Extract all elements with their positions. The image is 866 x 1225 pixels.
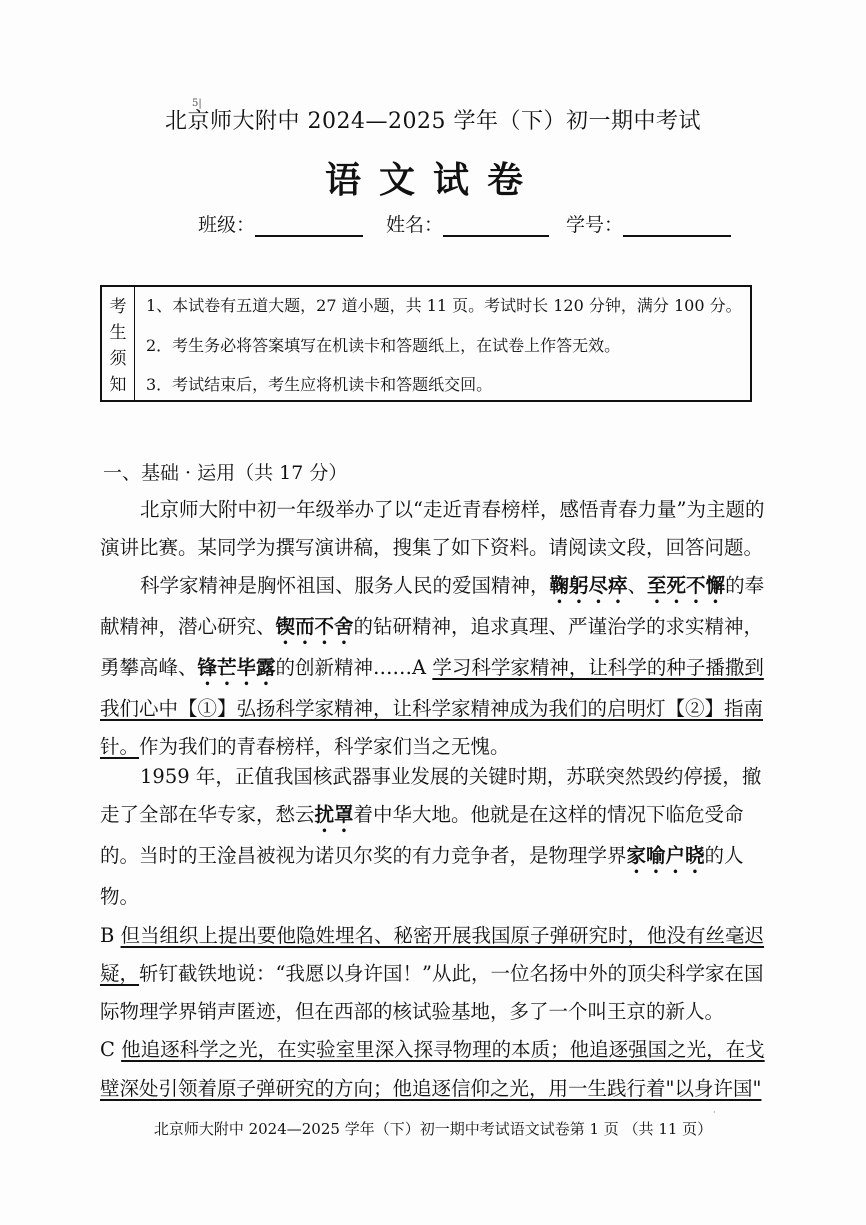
passage-paragraph-2 (100, 758, 768, 1108)
notice-item: 1、本试卷有五道大题，27 道小题，共 11 页。考试时长 120 分钟，满分 100 分。 (146, 296, 742, 315)
notice-label (102, 287, 135, 400)
student-id-field[interactable] (566, 210, 731, 237)
sentence-label-a: A (412, 656, 433, 679)
class-label: 班级： (198, 214, 256, 236)
passage-text: 斩钉截铁地说：“我愿以身许国！”从此，一位名扬中外的顶尖科学家在国际物理学界销声匿迹，但在西部的核试验基地，多了一个叫王京的新人。 (100, 961, 764, 1024)
dotted-word: 扰罩 (314, 803, 354, 827)
subject-title: 语文试卷 (324, 159, 541, 201)
page-footer: 北京师大附中 2024—2025 学年（下）初一期中考试语文试卷第 1 页 （共 11 页） (153, 1120, 713, 1138)
passage-text: 科学家精神是胸怀祖国、服务人民的爱国精神， (140, 574, 550, 597)
id-label: 学号： (566, 214, 624, 236)
class-blank[interactable] (255, 215, 363, 237)
passage-text: 1959 年，正值我国核武器事业发展的关键时期，苏联突然毁约停援，撤走了全部在华专家，愁云 (100, 765, 762, 827)
notice-item: 3．考试结束后，考生应将机读卡和答题纸交回。 (146, 375, 493, 394)
dotted-word: 家喻户晓 (626, 844, 705, 868)
passage-paragraph-1 (100, 567, 768, 767)
intro-paragraph (100, 491, 768, 568)
dotted-word: 至死不懈 (647, 574, 726, 597)
underlined-sentence-b: 但当组织上提出要他隐姓埋名、秘密开展我国原子弹研究时，他没有丝毫迟疑， (100, 923, 765, 985)
name-label: 姓名： (386, 214, 444, 236)
passage-text: 的钻研精神，追求真理、严谨治学的求实精神，勇攀高峰、 (100, 615, 764, 679)
exam-title: 北京师大附中 2024—2025 学年（下）初一期中考试 (165, 109, 701, 134)
underlined-sentence-a: 学习科学家精神，让科学的种子播撒到我们心中【①】弘扬科学家精神，让科学家精神成为我们的启明灯【②】指南针。 (100, 656, 764, 759)
scan-dot: · (713, 1108, 716, 1117)
examinee-notice-box (100, 285, 752, 402)
name-blank[interactable] (443, 215, 549, 237)
dotted-word: 锋芒毕露 (197, 656, 276, 679)
sentence-label-b: B (100, 923, 121, 947)
notice-item: 2．考生务必将答案填写在机读卡和答题纸上，在试卷上作答无效。 (146, 336, 621, 355)
notice-label-char: 知 (109, 375, 127, 396)
dotted-word: 锲而不舍 (275, 615, 354, 638)
notice-label-char: 生 (109, 322, 127, 343)
passage-text: 作为我们的青春榜样，科学家们当之无愧。 (139, 735, 510, 759)
notice-label-char: 考 (109, 296, 127, 317)
sentence-label-c: C (100, 1038, 122, 1062)
intro-text: 北京师大附中初一年级举办了以“走近青春榜样，感悟青春力量”为主题的演讲比赛。某同学为撰写演讲稿，搜集了如下资料。请阅读文段，回答问题。 (100, 498, 765, 560)
passage-text: 的人物。 (100, 844, 744, 909)
name-field[interactable] (386, 210, 549, 237)
passage-text: 的创新精神…… (275, 656, 413, 679)
passage-text: 的奉献精神，潜心研究、 (100, 574, 765, 638)
passage-text: 着中华大地。他就是在这样的情况下临危受命的。当时的王淦昌被视为诺贝尔奖的有力竞争者，是物理学界 (100, 803, 744, 868)
dotted-word: 鞠躬尽瘁 (549, 574, 628, 597)
section-heading: 一、基础 · 运用（共 17 分） (103, 462, 348, 484)
scan-mark: 5| (192, 98, 202, 109)
passage-text: 、 (627, 574, 648, 597)
underlined-sentence-c: 他追逐科学之光，在实验室里深入探寻物理的本质；他追逐强国之光，在戈壁深处引领着原子弹研究的方向；他追逐信仰之光，用一生践行着"以身许国" (100, 1038, 765, 1100)
id-blank[interactable] (623, 215, 731, 237)
class-field[interactable] (198, 210, 363, 237)
notice-label-char: 须 (109, 349, 127, 370)
